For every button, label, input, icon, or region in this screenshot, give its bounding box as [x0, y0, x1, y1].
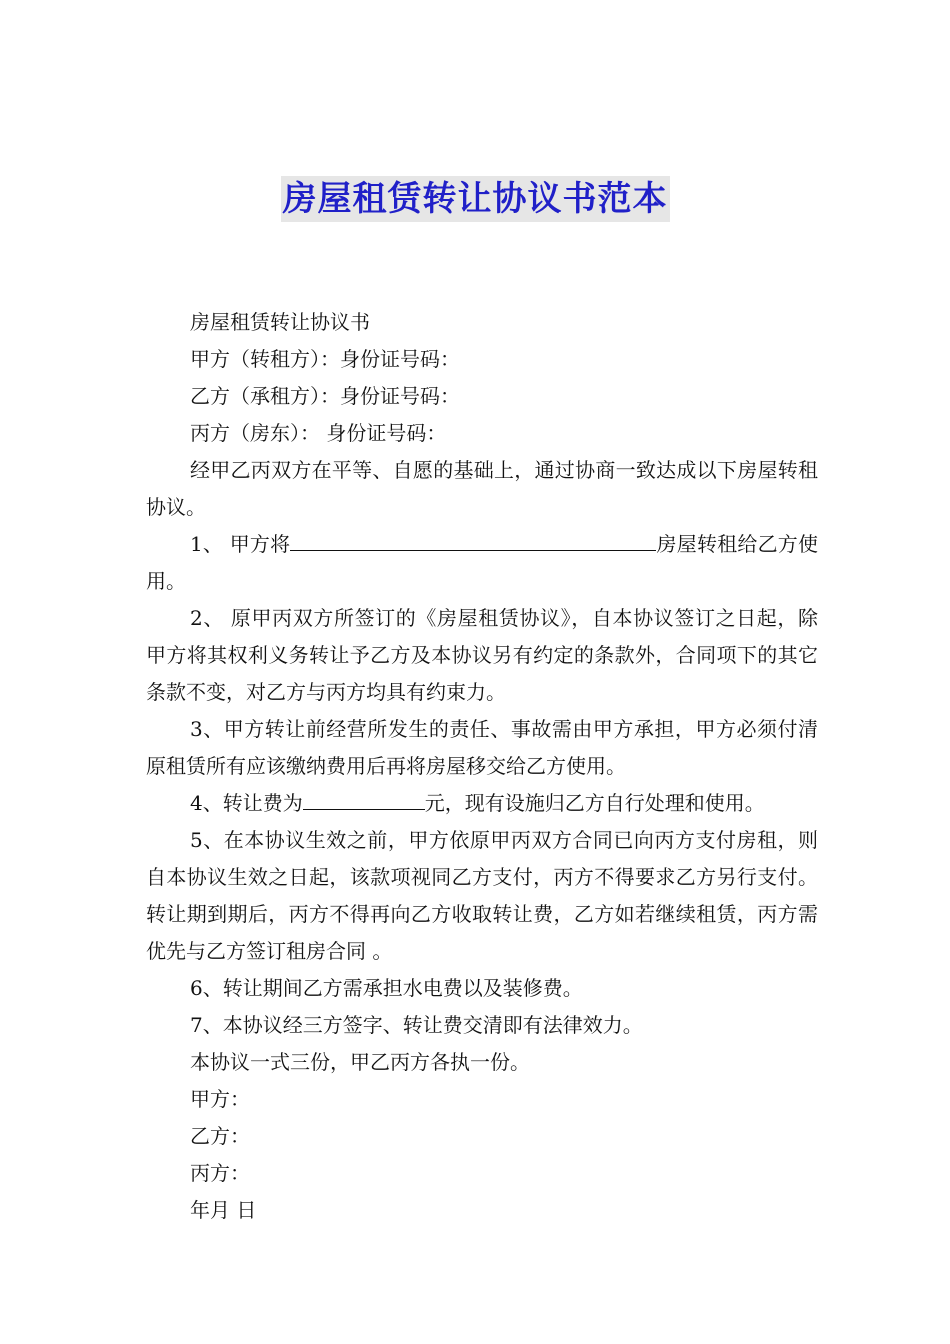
clause-4-prefix: 4、转让费为 [190, 791, 303, 815]
date-line: 年月 日 [190, 1198, 257, 1222]
agreement-heading: 房屋租赁转让协议书 [190, 310, 370, 334]
clause-1-suffix: 房屋转租给乙方使用。 [146, 532, 818, 593]
title-container [0, 176, 950, 222]
copies-line: 本协议一式三份，甲乙丙方各执一份。 [190, 1050, 530, 1074]
document-title: 房屋租赁转让协议书范本 [281, 176, 670, 222]
clause-3: 3、甲方转让前经营所发生的责任、事故需由甲方承担，甲方必须付清原租赁所有应该缴纳费用后再将房屋移交给乙方使用。 [146, 717, 818, 778]
clause-5: 5、在本协议生效之前，甲方依原甲丙双方合同已向丙方支付房租，则自本协议生效之日起，该款项视同乙方支付，丙方不得要求乙方另行支付。转让期到期后，丙方不得再向乙方收取转让费，乙方如若继续租赁，丙方需优先与乙方签订租房合同 。 [146, 828, 818, 963]
intro-paragraph: 经甲乙丙双方在平等、自愿的基础上，通过协商一致达成以下房屋转租协议。 [146, 458, 818, 519]
clause-1-prefix: 1、 甲方将 [190, 532, 291, 556]
party-b-line: 乙方（承租方）：身份证号码： [190, 384, 460, 408]
clause-6: 6、转让期间乙方需承担水电费以及装修费。 [190, 976, 583, 1000]
clause-4 [146, 785, 818, 822]
party-c-line: 丙方（房东）： 身份证号码： [190, 421, 447, 445]
fee-blank [303, 787, 425, 810]
clause-7: 7、本协议经三方签字、转让费交清即有法律效力。 [190, 1013, 643, 1037]
document-body [146, 304, 818, 1229]
clause-4-suffix: 元，现有设施归乙方自行处理和使用。 [424, 791, 765, 815]
party-a-line: 甲方（转租方）：身份证号码： [190, 347, 460, 371]
address-blank [290, 528, 656, 551]
signature-c: 丙方： [190, 1161, 250, 1185]
signature-b: 乙方： [190, 1124, 250, 1148]
signature-a: 甲方： [190, 1087, 250, 1111]
clause-2: 2、 原甲丙双方所签订的《房屋租赁协议》，自本协议签订之日起，除甲方将其权利义务转让予乙方及本协议另有约定的条款外，合同项下的其它条款不变，对乙方与丙方均具有约束力。 [146, 606, 818, 704]
clause-1 [146, 526, 818, 600]
